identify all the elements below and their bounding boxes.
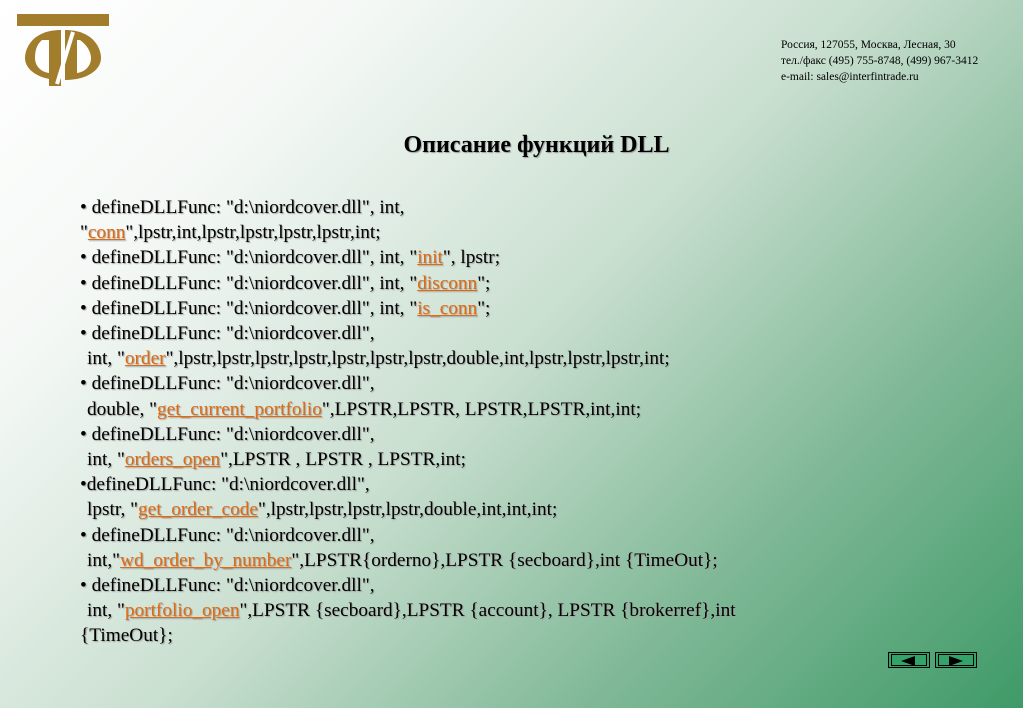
function-line [80,523,910,548]
function-name: get_current_portfolio [157,398,322,420]
function-line [80,497,910,522]
function-line [80,397,910,422]
function-line [80,296,910,321]
page-title: Описание функций DLL [403,132,670,158]
line-text: " [80,222,88,244]
function-line [80,195,910,220]
line-text: • defineDLLFunc: "d:\niordcover.dll", [80,373,375,395]
line-text: ",lpstr,lpstr,lpstr,lpstr,double,int,int,int; [257,499,558,521]
line-text: ",lpstr,lpstr,lpstr,lpstr,lpstr,lpstr,lpstr,double,int,lpstr,lpstr,lpstr,int; [165,348,670,370]
line-text: int, " [87,348,125,370]
function-line [80,371,910,396]
line-text: • defineDLLFunc: "d:\niordcover.dll", int, " [80,272,418,294]
function-name: init [417,247,443,269]
function-line [80,598,910,623]
function-name: disconn [417,272,478,294]
function-line [80,472,910,497]
line-text: {TimeOut}; [80,625,173,647]
function-name: orders_open [124,449,221,471]
line-text: • defineDLLFunc: "d:\niordcover.dll", int, " [80,297,418,319]
line-text: int, " [87,449,125,471]
function-line [80,220,910,245]
triangle-right-icon [949,656,963,666]
line-text: "; [477,272,491,294]
line-text: ",LPSTR , LPSTR , LPSTR,int; [220,449,466,471]
line-text: • defineDLLFunc: "d:\niordcover.dll", [80,575,375,597]
line-text: lpstr, " [87,499,139,521]
line-text: • defineDLLFunc: "d:\niordcover.dll", int, " [80,247,418,269]
function-name: order [124,348,166,370]
function-name: wd_order_by_number [120,549,292,571]
contact-email: e-mail: sales@interfintrade.ru [781,71,919,83]
line-text: • defineDLLFunc: "d:\niordcover.dll", [80,323,375,345]
function-line [80,623,910,648]
line-text: • defineDLLFunc: "d:\niordcover.dll", int, [80,197,405,218]
next-slide-button[interactable] [935,652,977,668]
contact-info [781,37,1021,85]
company-logo [17,14,109,86]
function-line [80,245,910,270]
line-text: ", lpstr; [442,247,501,269]
contact-address: Россия, 127055, Москва, Лесная, 30 [781,39,956,51]
line-text: ",lpstr,int,lpstr,lpstr,lpstr,lpstr,int; [125,222,381,244]
contact-phone: тел./факс (495) 755-8748, (499) 967-3412 [781,55,979,67]
function-line [80,346,910,371]
function-name: get_order_code [138,499,258,521]
function-list [80,195,910,649]
previous-slide-button[interactable] [888,652,930,668]
line-text: •defineDLLFunc: "d:\niordcover.dll", [80,474,370,496]
function-line [80,422,910,447]
function-line [80,548,910,573]
triangle-left-icon [901,656,915,666]
function-line [80,447,910,472]
line-text: double, " [87,398,157,420]
function-name: is_conn [417,297,478,319]
line-text: ",LPSTR{orderno},LPSTR {secboard},int {TimeOut}; [291,549,718,571]
line-text: ",LPSTR {secboard},LPSTR {account}, LPSTR {brokerref},int [239,600,736,622]
function-line [80,321,910,346]
function-name: conn [87,222,126,244]
line-text: "; [477,297,491,319]
line-text: • defineDLLFunc: "d:\niordcover.dll", [80,423,375,445]
line-text: int," [87,549,121,571]
line-text: ",LPSTR,LPSTR, LPSTR,LPSTR,int,int; [321,398,642,420]
function-line [80,271,910,296]
function-line [80,573,910,598]
line-text: int, " [87,600,125,622]
line-text: • defineDLLFunc: "d:\niordcover.dll", [80,524,375,546]
function-name: portfolio_open [124,600,240,622]
